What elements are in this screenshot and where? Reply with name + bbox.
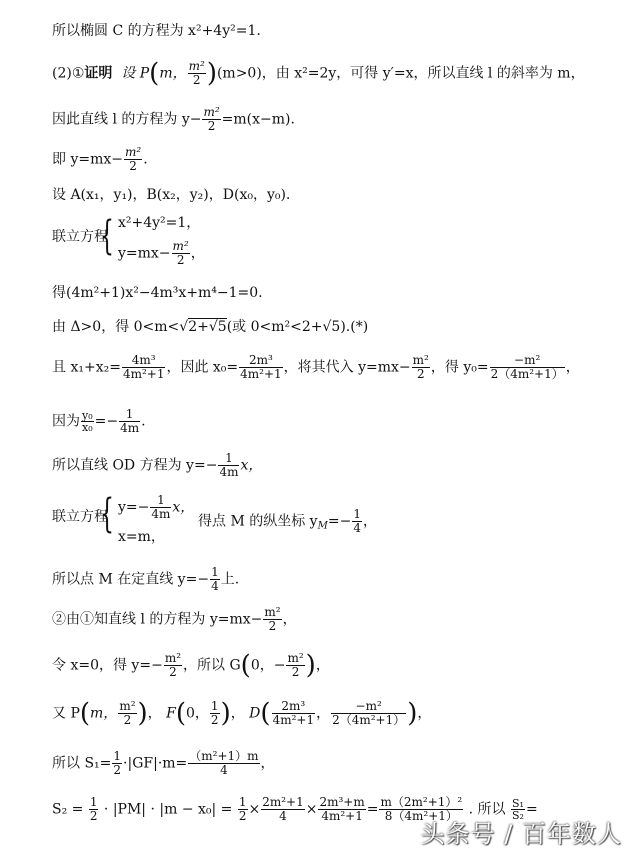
line-vieta: 且 x₁+x₂= $\frac{\text{4m³}}{\text{4m²+1}}$ ，因此 x₀= $\frac{\text{2m³}}{\text{4m²+1}}$ ，将其代入 y=mx− $\frac{\text{m²}}{2}$ ，得 y₀= $\frac{\text{−m²}}{\text{2（4m²+1）}}$ ，	[52, 353, 580, 381]
watermark: 头条号 / 百年数人	[420, 820, 622, 848]
line-fixed-line: 所以点 M 在定直线 y=− $\frac{1}{4}$ 上.	[52, 565, 240, 593]
line-system-1: 联立方程	[52, 229, 108, 245]
proof-label: 证明	[84, 65, 113, 82]
line-proof-setup: (2)①证明 设 P(m， $\frac{\text{m²}}{2}$ )(m>0)，由 x²=2y，可得 y′=x，所以直线 l 的斜率为 m，	[52, 58, 585, 89]
system-1-eq1: x²+4y²=1，	[118, 215, 201, 231]
m-ordinate: 得点 M 的纵坐标 $y_M=-$ $\frac{1}{4}$ ，	[198, 507, 377, 535]
line-ellipse-equation: 所以椭圆 C 的方程为 x²+4y²=1.	[52, 23, 261, 39]
brace: {	[100, 213, 114, 259]
line-s2: S₂ = $\frac{1}{2}$ · |PM| · |m − x₀| = $\frac{1}{2}$ × $\frac{\text{2m²+1}}{4}$ × $\frac{\text{2m³+m}}{\text{4m²+1}}$ = $\frac{\text{m（2m²+1）²}}{\text{8（4m²+1）}}$ . 所以 $\frac{\text{S₁}}{\text{S₂}}$ =	[52, 795, 538, 823]
line-points: 设 A(x₁，y₁)，B(x₂，y₂)，D(x₀，y₀).	[52, 187, 291, 203]
line-points-pfd: 又 P(m， $\frac{\text{m²}}{2}$ )， F(0， $\frac{1}{2}$ )， D( $\frac{\text{2m³}}{\text{4m²+1}}$ ， $\frac{\text{−m²}}{\text{2（4m²+1）}}$ )，	[52, 698, 432, 729]
line-discriminant: 由 Δ>0，得 0<m<√2+√5(或 0<m²<2+√5).(*)	[52, 319, 369, 335]
fraction: $\frac{\text{m²}}{2}$	[188, 59, 205, 87]
system-2-eq2: x=m，	[118, 529, 165, 545]
line-tangent-line: 因此直线 l 的方程为 y− $\frac{\text{m²}}{2}$ =m(x−m).	[52, 105, 295, 133]
line-system-2: 联立方程	[52, 509, 108, 525]
line-ratio: 因为 $\frac{\text{y₀}}{\text{x₀}}$ =− $\frac{1}{4m}$ .	[52, 407, 146, 435]
brace: {	[100, 491, 114, 537]
line-simplified: 即 y=mx− $\frac{\text{m²}}{2}$ .	[52, 145, 148, 173]
line-part2: ②由①知直线 l 的方程为 y=mx− $\frac{\text{m²}}{2}$ ，	[52, 605, 297, 633]
part-label: (2)①	[52, 65, 85, 82]
line-quadratic: 得(4m²+1)x²−4m³x+m⁴−1=0.	[52, 285, 263, 301]
line-point-g: 令 x=0，得 y=− $\frac{\text{m²}}{2}$ ，所以 G(0，− $\frac{\text{m²}}{2}$ )，	[52, 650, 330, 681]
system-1-eq2: y=mx− $\frac{\text{m²}}{2}$ ，	[118, 239, 205, 267]
line-od: 所以直线 OD 方程为 y=− $\frac{1}{4m}$ x，	[52, 451, 263, 479]
line-s1: 所以 S₁= $\frac{1}{2}$ ·|GF|·m= $\frac{\text{（m²+1）m}}{4}$ ，	[52, 749, 275, 777]
system-2-eq1: y=− $\frac{1}{4m}$ x，	[118, 493, 195, 521]
